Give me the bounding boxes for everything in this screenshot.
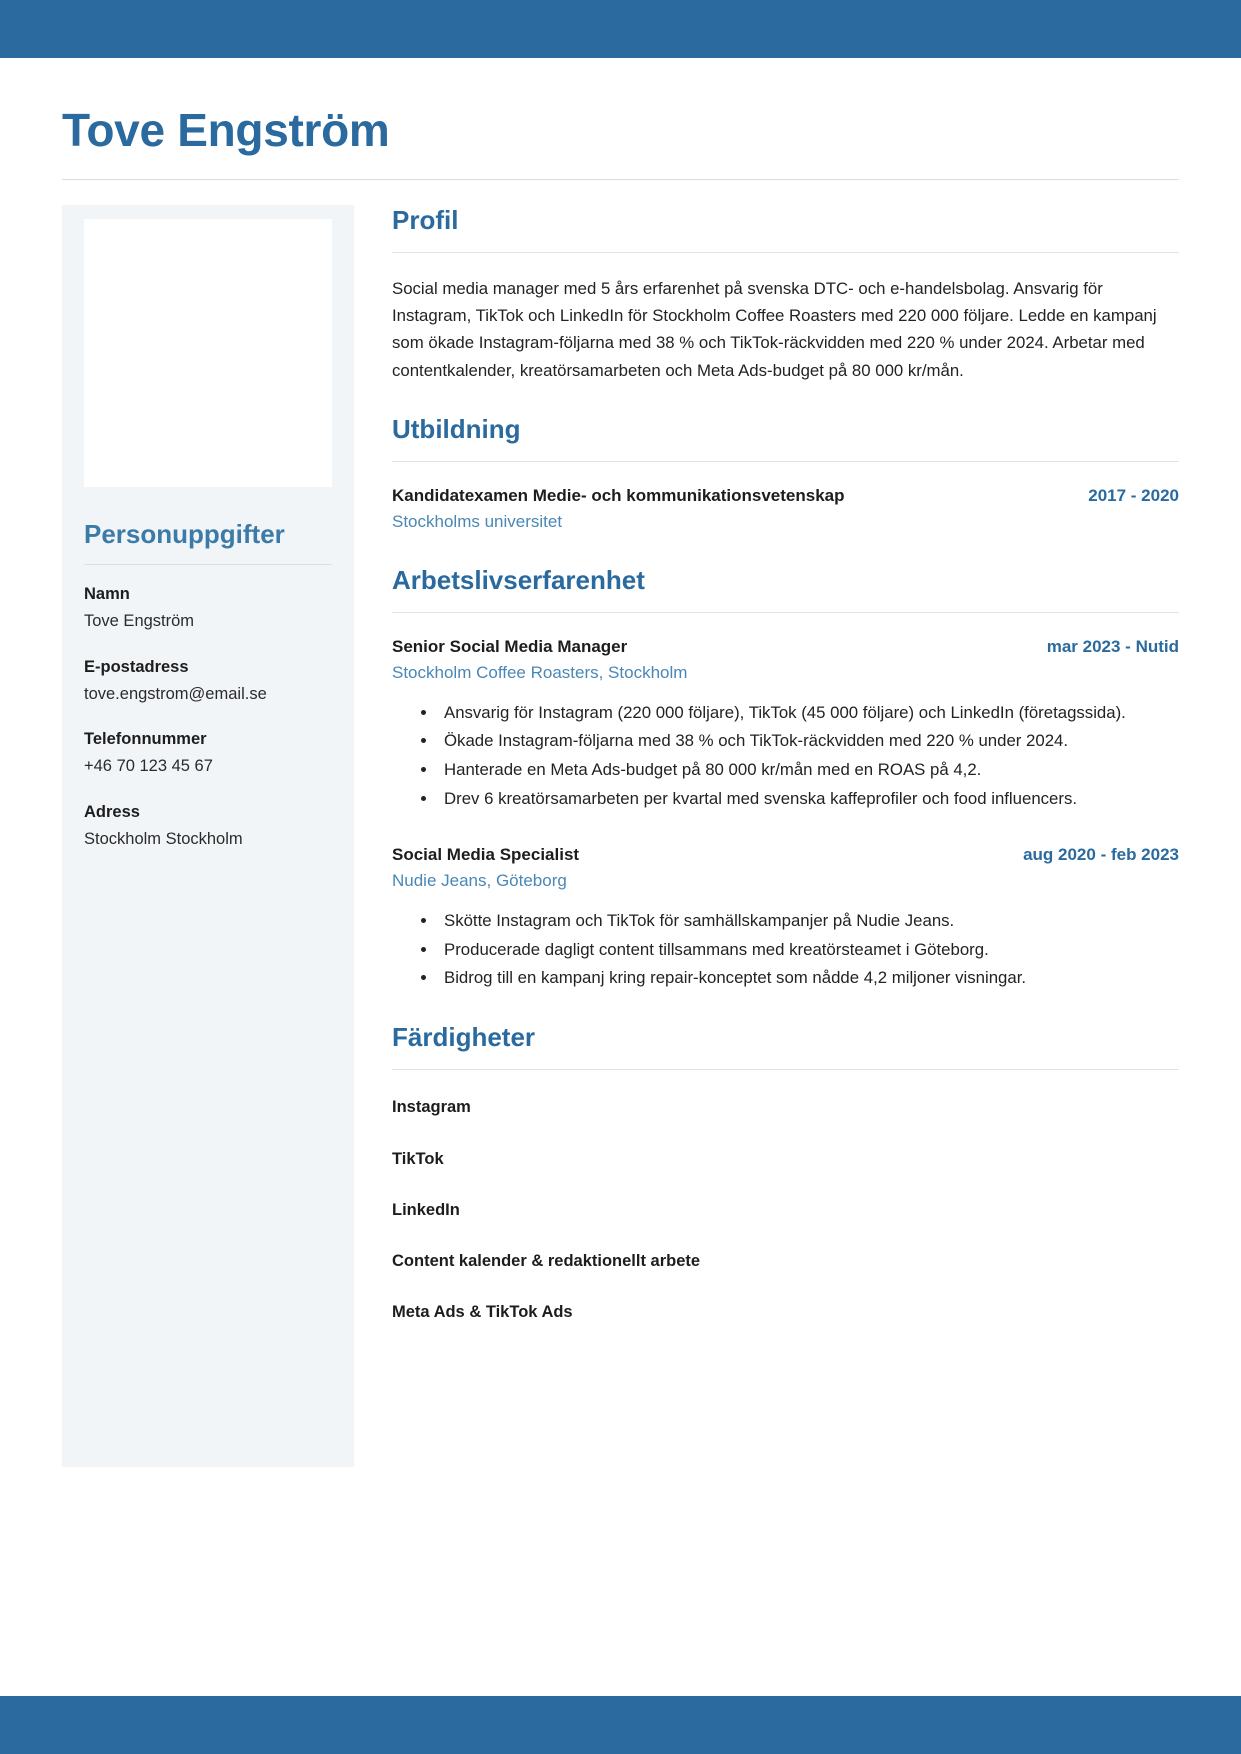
list-item: • Producerade dagligt content tillsammans med kreatörsteamet i Göteborg.	[438, 937, 1179, 964]
name-divider	[62, 179, 1179, 180]
section-skills	[392, 1022, 1179, 1324]
field-value: +46 70 123 45 67	[84, 757, 213, 776]
skill-item: Instagram	[392, 1098, 471, 1117]
list-item: • Ökade Instagram-följarna med 38 % och TikTok-räckvidden med 220 % under 2024.	[438, 728, 1179, 755]
skill-item: TikTok	[392, 1149, 444, 1168]
list-item: • Skötte Instagram och TikTok för samhällskampanjer på Nudie Jeans.	[438, 908, 1179, 935]
section-experience	[392, 565, 1179, 993]
sidebar-heading-personal-details: Personuppgifter	[84, 518, 285, 549]
personal-field-address	[84, 801, 332, 852]
bottom-accent-bar	[0, 1696, 1241, 1754]
field-value: tove.engstrom@email.se	[84, 684, 267, 703]
section-education	[392, 414, 1179, 535]
section-divider	[392, 461, 1179, 462]
entry-employer: Stockholm Coffee Roasters, Stockholm	[392, 663, 688, 683]
section-divider	[392, 252, 1179, 253]
field-label: Adress	[84, 803, 140, 822]
skill-item: LinkedIn	[392, 1200, 460, 1219]
section-heading-education: Utbildning	[392, 413, 521, 444]
entry-title: Kandidatexamen Medie- och kommunikationsvetenskap	[392, 486, 845, 506]
sidebar-heading-divider	[84, 564, 332, 565]
entry-job-title: Social Media Specialist	[392, 845, 580, 865]
profile-photo-placeholder	[84, 219, 332, 487]
name-block	[62, 104, 1179, 180]
section-heading-skills: Färdigheter	[392, 1022, 536, 1053]
entry-date: mar 2023 - Nutid	[1046, 636, 1179, 656]
skill-item: Content kalender & redaktionellt arbete	[392, 1251, 701, 1270]
entry-header	[392, 843, 1179, 867]
cv-columns	[0, 205, 1241, 1467]
section-divider	[392, 1069, 1179, 1070]
page-title: Tove Engström	[62, 104, 390, 156]
list-item: • Ansvarig för Instagram (220 000 följare), TikTok (45 000 följare) och LinkedIn (företagssida).	[438, 700, 1179, 727]
field-label: Telefonnummer	[84, 730, 207, 749]
entry-employer: Nudie Jeans, Göteborg	[392, 871, 567, 891]
personal-field-name	[84, 583, 332, 634]
entry-header	[392, 484, 1179, 508]
section-profile	[392, 205, 1179, 384]
section-heading-profile: Profil	[392, 204, 459, 235]
list-item: • Hanterade en Meta Ads-budget på 80 000 kr/mån med en ROAS på 4,2.	[438, 757, 1179, 784]
entry-date: aug 2020 - feb 2023	[1023, 845, 1179, 865]
field-value: Tove Engström	[84, 612, 195, 630]
section-heading-experience: Arbetslivserfarenhet	[392, 564, 645, 595]
skills-list	[392, 1092, 1179, 1323]
education-entry	[392, 484, 1179, 535]
field-label: E-postadress	[84, 657, 189, 676]
entry-date: 2017 - 2020	[1088, 486, 1179, 506]
entry-bullet-list	[438, 908, 1179, 993]
skill-item: Meta Ads & TikTok Ads	[392, 1302, 573, 1321]
experience-entry	[392, 635, 1179, 813]
profile-summary-text: Social media manager med 5 års erfarenhet på svenska DTC- och e-handelsbolag. Ansvarig för Instagram, TikTok och LinkedIn för Stockholm Coffee Roasters med 220 000 följare. Ledde en kampanj som ökade Instagram-följarna med 38 % och TikTok-räckvidden med 220 % under 2024. Arbetar med contentkalender, kreatörsamarbeten och Meta Ads-budget på 80 000 kr/mån.	[392, 279, 1157, 380]
entry-institution: Stockholms universitet	[392, 512, 563, 532]
section-divider	[392, 612, 1179, 613]
entry-job-title: Senior Social Media Manager	[392, 636, 628, 656]
top-accent-bar	[0, 0, 1241, 58]
sidebar	[62, 205, 354, 1467]
field-label: Namn	[84, 585, 130, 604]
field-value: Stockholm Stockholm	[84, 830, 243, 849]
entry-header	[392, 635, 1179, 659]
entry-bullet-list	[438, 700, 1179, 814]
list-item: • Drev 6 kreatörsamarbeten per kvartal med svenska kaffeprofiler och food influencers.	[438, 786, 1179, 813]
list-item: • Bidrog till en kampanj kring repair-konceptet som nådde 4,2 miljoner visningar.	[438, 965, 1179, 992]
personal-field-phone	[84, 728, 332, 779]
cv-content	[0, 58, 1241, 1696]
personal-field-email	[84, 656, 332, 707]
main-column	[354, 205, 1179, 1352]
experience-entry	[392, 843, 1179, 992]
